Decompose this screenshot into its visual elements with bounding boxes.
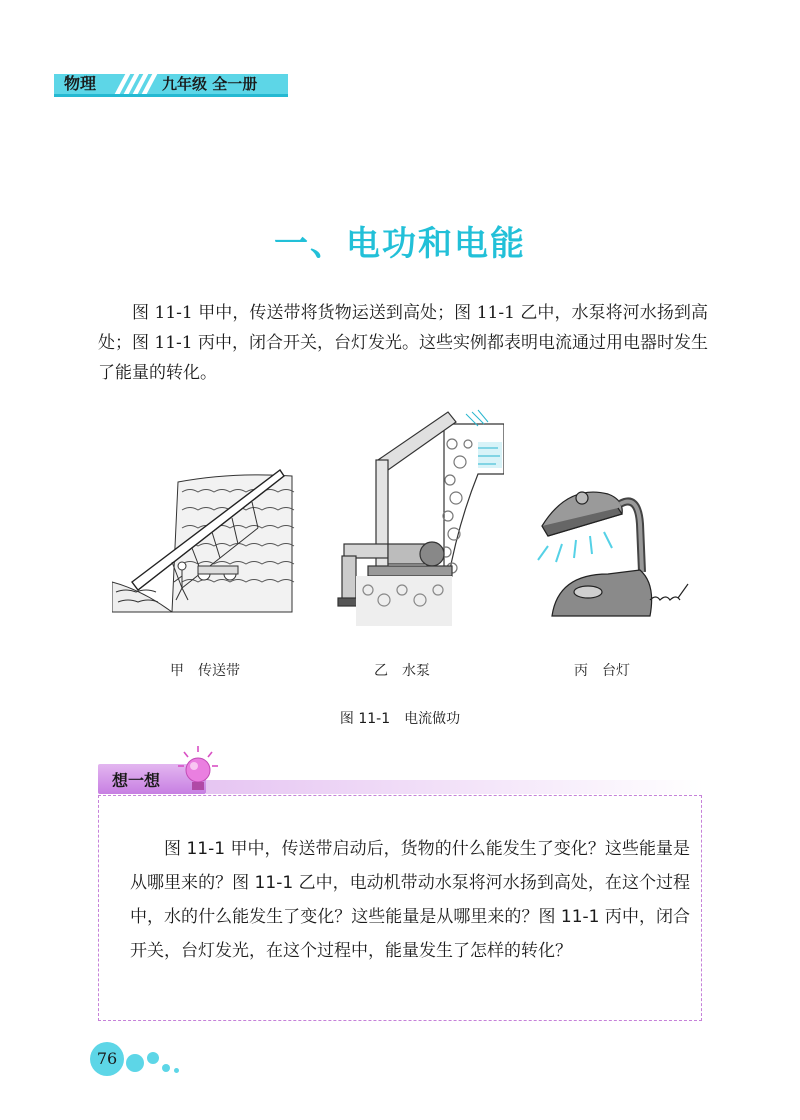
header-subject: 物理 <box>64 74 97 93</box>
running-header <box>54 74 288 96</box>
intro-paragraph: 图 11-1 甲中，传送带将货物运送到高处；图 11-1 乙中，水泵将河水扬到高处；图 11-1 丙中，闭合开关，台灯发光。这些实例都表明电流通过用电器时发生了能量的转化。 <box>98 303 708 383</box>
decor-dot <box>147 1052 159 1064</box>
section-title: 一、电功和电能 <box>274 224 526 264</box>
page-number: 76 <box>90 1042 124 1076</box>
decor-dot <box>174 1068 179 1073</box>
header-grade: 九年级 全一册 <box>162 75 258 93</box>
decor-dot <box>126 1054 144 1072</box>
lightbulb-icon <box>176 744 220 794</box>
think-label: 想一想 <box>112 771 161 790</box>
decor-dot <box>162 1064 170 1072</box>
caption-pump: 乙 水泵 <box>374 663 430 679</box>
caption-lamp: 丙 台灯 <box>574 663 630 679</box>
figure-title: 图 11-1 电流做功 <box>339 711 461 727</box>
think-text: 图 11-1 甲中，传送带启动后，货物的什么能发生了变化？这些能量是从哪里来的？图 11-1 乙中，电动机带动水泵将河水扬到高处，在这个过程中，水的什么能发生了变化？这些能量是从哪里来的？图 11-1 丙中，闭合开关，台灯发光，在这个过程中，能量发生了怎样的转化？ <box>130 839 690 961</box>
water-pump-illustration <box>328 404 504 626</box>
caption-conveyor: 甲 传送带 <box>170 663 240 679</box>
header-underline <box>54 94 288 97</box>
conveyor-belt-illustration <box>112 462 298 632</box>
desk-lamp-illustration <box>528 474 690 630</box>
think-header-band <box>206 780 704 794</box>
